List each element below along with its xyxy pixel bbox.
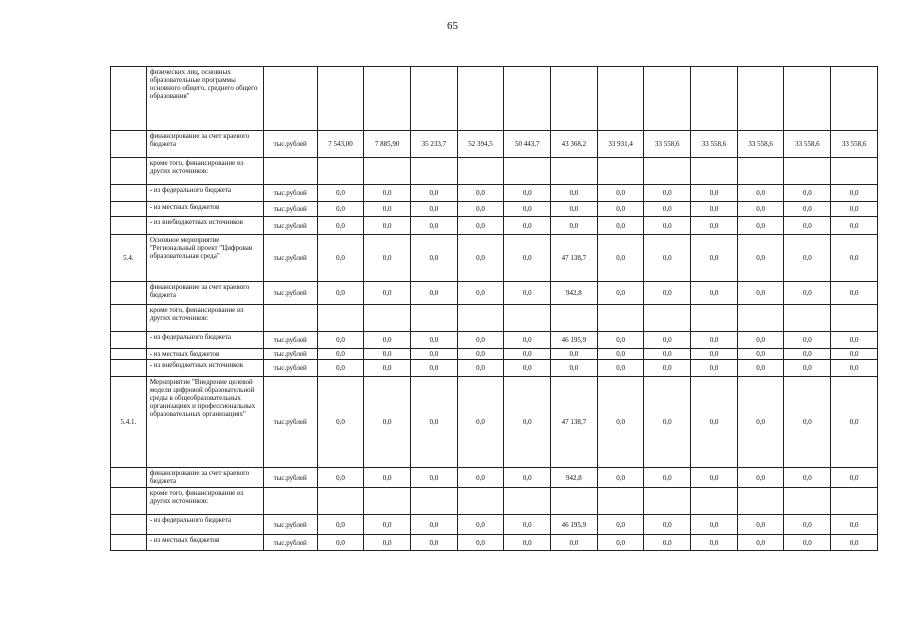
row-value-cell: 7 885,90 bbox=[364, 131, 411, 158]
row-value-cell: 0,0 bbox=[410, 282, 457, 305]
row-value-cell bbox=[784, 67, 831, 131]
row-value-cell bbox=[597, 67, 644, 131]
row-value-cell bbox=[737, 158, 784, 185]
row-value-cell: 0,0 bbox=[410, 235, 457, 282]
row-value-cell: 0,0 bbox=[831, 202, 878, 217]
row-value-cell bbox=[644, 305, 691, 332]
row-value-cell bbox=[737, 305, 784, 332]
table-row bbox=[111, 235, 878, 282]
row-number-cell bbox=[111, 332, 147, 349]
row-value-cell: 0,0 bbox=[317, 235, 364, 282]
row-unit-cell: тыс.рублей bbox=[263, 332, 317, 349]
row-value-cell: 0,0 bbox=[410, 360, 457, 377]
row-value-cell: 0,0 bbox=[457, 185, 504, 202]
row-value-cell: 0,0 bbox=[831, 349, 878, 360]
row-value-cell: 0,0 bbox=[691, 332, 738, 349]
row-value-cell: 0,0 bbox=[317, 282, 364, 305]
row-value-cell: 0,0 bbox=[644, 349, 691, 360]
row-value-cell: 0,0 bbox=[644, 535, 691, 551]
row-value-cell: 0,0 bbox=[784, 468, 831, 488]
row-value-cell: 0,0 bbox=[737, 360, 784, 377]
row-value-cell: 942,8 bbox=[551, 468, 598, 488]
row-value-cell bbox=[317, 158, 364, 185]
row-value-cell: 0,0 bbox=[504, 235, 551, 282]
row-value-cell: 0,0 bbox=[317, 515, 364, 535]
row-description-cell: кроме того, финансирование из других источников: bbox=[146, 305, 263, 332]
row-value-cell bbox=[364, 158, 411, 185]
row-value-cell: 0,0 bbox=[784, 282, 831, 305]
row-number-cell bbox=[111, 131, 147, 158]
row-value-cell bbox=[784, 305, 831, 332]
row-value-cell: 0,0 bbox=[410, 332, 457, 349]
table-row bbox=[111, 332, 878, 349]
row-value-cell: 0,0 bbox=[784, 217, 831, 235]
row-value-cell: 0,0 bbox=[784, 202, 831, 217]
row-value-cell: 50 443,7 bbox=[504, 131, 551, 158]
row-value-cell: 0,0 bbox=[364, 349, 411, 360]
table-row bbox=[111, 282, 878, 305]
row-value-cell: 0,0 bbox=[644, 235, 691, 282]
row-value-cell bbox=[551, 305, 598, 332]
row-value-cell: 0,0 bbox=[784, 377, 831, 468]
row-value-cell: 0,0 bbox=[597, 515, 644, 535]
row-description-cell: - из внебюджетных источников bbox=[146, 360, 263, 377]
row-value-cell: 46 195,9 bbox=[551, 332, 598, 349]
row-value-cell: 0,0 bbox=[551, 360, 598, 377]
table-row bbox=[111, 488, 878, 515]
row-value-cell: 0,0 bbox=[784, 360, 831, 377]
row-value-cell: 0,0 bbox=[457, 235, 504, 282]
row-unit-cell bbox=[263, 488, 317, 515]
row-value-cell bbox=[644, 158, 691, 185]
row-value-cell: 0,0 bbox=[737, 468, 784, 488]
row-value-cell bbox=[504, 488, 551, 515]
row-value-cell: 0,0 bbox=[551, 535, 598, 551]
row-description-cell: финансирование за счет краевого бюджета bbox=[146, 131, 263, 158]
row-unit-cell: тыс.рублей bbox=[263, 468, 317, 488]
table-row bbox=[111, 377, 878, 468]
table-body bbox=[111, 67, 878, 551]
row-value-cell: 0,0 bbox=[551, 202, 598, 217]
row-value-cell: 0,0 bbox=[784, 515, 831, 535]
row-value-cell: 0,0 bbox=[597, 235, 644, 282]
row-value-cell: 0,0 bbox=[410, 202, 457, 217]
row-description-cell: финансирование за счет краевого бюджета bbox=[146, 468, 263, 488]
row-number-cell bbox=[111, 282, 147, 305]
row-value-cell: 43 368,2 bbox=[551, 131, 598, 158]
row-value-cell: 0,0 bbox=[737, 185, 784, 202]
row-value-cell bbox=[457, 488, 504, 515]
row-value-cell: 0,0 bbox=[410, 377, 457, 468]
row-value-cell: 0,0 bbox=[504, 282, 551, 305]
row-value-cell bbox=[551, 158, 598, 185]
row-value-cell bbox=[831, 488, 878, 515]
row-value-cell: 0,0 bbox=[457, 217, 504, 235]
row-value-cell bbox=[317, 488, 364, 515]
row-value-cell: 0,0 bbox=[457, 377, 504, 468]
row-number-cell: 5.4.1. bbox=[111, 377, 147, 468]
row-value-cell: 0,0 bbox=[364, 217, 411, 235]
row-value-cell bbox=[691, 158, 738, 185]
row-value-cell: 0,0 bbox=[597, 332, 644, 349]
row-value-cell: 52 394,5 bbox=[457, 131, 504, 158]
row-value-cell: 0,0 bbox=[691, 360, 738, 377]
row-value-cell: 0,0 bbox=[504, 185, 551, 202]
row-number-cell bbox=[111, 468, 147, 488]
row-value-cell: 0,0 bbox=[317, 377, 364, 468]
row-unit-cell: тыс.рублей bbox=[263, 202, 317, 217]
row-value-cell bbox=[364, 488, 411, 515]
row-value-cell: 33 558,6 bbox=[691, 131, 738, 158]
row-unit-cell: тыс.рублей bbox=[263, 377, 317, 468]
row-value-cell: 0,0 bbox=[551, 185, 598, 202]
row-value-cell: 0,0 bbox=[737, 377, 784, 468]
row-value-cell: 35 233,7 bbox=[410, 131, 457, 158]
row-value-cell: 47 138,7 bbox=[551, 377, 598, 468]
row-value-cell: 0,0 bbox=[597, 217, 644, 235]
row-value-cell: 0,0 bbox=[410, 349, 457, 360]
row-value-cell: 0,0 bbox=[317, 332, 364, 349]
row-value-cell: 33 558,6 bbox=[831, 131, 878, 158]
row-value-cell: 0,0 bbox=[691, 185, 738, 202]
row-number-cell bbox=[111, 535, 147, 551]
row-description-cell: физических лиц, основных образовательные программы основного общего, среднего общего образования" bbox=[146, 67, 263, 131]
row-value-cell: 0,0 bbox=[691, 535, 738, 551]
row-value-cell bbox=[410, 67, 457, 131]
row-value-cell: 0,0 bbox=[410, 468, 457, 488]
row-value-cell: 0,0 bbox=[504, 468, 551, 488]
row-number-cell bbox=[111, 360, 147, 377]
row-value-cell: 7 543,00 bbox=[317, 131, 364, 158]
row-value-cell bbox=[364, 305, 411, 332]
table-row bbox=[111, 158, 878, 185]
row-value-cell: 0,0 bbox=[504, 360, 551, 377]
row-value-cell bbox=[410, 305, 457, 332]
row-value-cell: 0,0 bbox=[831, 468, 878, 488]
row-value-cell: 0,0 bbox=[364, 515, 411, 535]
row-number-cell: 5.4. bbox=[111, 235, 147, 282]
row-value-cell: 0,0 bbox=[364, 282, 411, 305]
row-value-cell: 0,0 bbox=[737, 217, 784, 235]
row-description-cell: - из внебюджетных источников bbox=[146, 217, 263, 235]
row-unit-cell: тыс.рублей bbox=[263, 235, 317, 282]
row-value-cell: 0,0 bbox=[317, 349, 364, 360]
row-value-cell: 0,0 bbox=[831, 282, 878, 305]
row-number-cell bbox=[111, 305, 147, 332]
row-value-cell: 0,0 bbox=[831, 217, 878, 235]
row-value-cell: 0,0 bbox=[410, 217, 457, 235]
row-unit-cell: тыс.рублей bbox=[263, 535, 317, 551]
row-value-cell: 0,0 bbox=[644, 202, 691, 217]
table-row bbox=[111, 305, 878, 332]
row-value-cell: 0,0 bbox=[784, 332, 831, 349]
row-value-cell: 33 931,4 bbox=[597, 131, 644, 158]
row-value-cell: 0,0 bbox=[737, 349, 784, 360]
row-number-cell bbox=[111, 67, 147, 131]
row-value-cell: 0,0 bbox=[831, 185, 878, 202]
row-value-cell: 0,0 bbox=[457, 332, 504, 349]
table-row bbox=[111, 202, 878, 217]
row-value-cell: 0,0 bbox=[364, 377, 411, 468]
row-unit-cell: тыс.рублей bbox=[263, 131, 317, 158]
row-value-cell: 0,0 bbox=[691, 468, 738, 488]
row-value-cell bbox=[504, 158, 551, 185]
row-value-cell bbox=[691, 305, 738, 332]
row-value-cell: 0,0 bbox=[504, 217, 551, 235]
row-value-cell: 0,0 bbox=[364, 360, 411, 377]
row-value-cell: 33 558,6 bbox=[737, 131, 784, 158]
row-value-cell: 0,0 bbox=[457, 202, 504, 217]
row-value-cell: 0,0 bbox=[691, 349, 738, 360]
row-value-cell bbox=[784, 488, 831, 515]
row-value-cell: 0,0 bbox=[691, 515, 738, 535]
row-value-cell: 0,0 bbox=[317, 535, 364, 551]
row-value-cell: 0,0 bbox=[364, 185, 411, 202]
row-value-cell: 0,0 bbox=[644, 377, 691, 468]
row-description-cell: - из местных бюджетов bbox=[146, 349, 263, 360]
table-row bbox=[111, 535, 878, 551]
row-value-cell: 0,0 bbox=[457, 535, 504, 551]
row-value-cell: 0,0 bbox=[597, 468, 644, 488]
row-value-cell: 0,0 bbox=[784, 185, 831, 202]
row-value-cell: 0,0 bbox=[410, 535, 457, 551]
row-value-cell: 0,0 bbox=[364, 202, 411, 217]
row-value-cell: 0,0 bbox=[644, 468, 691, 488]
row-value-cell: 0,0 bbox=[457, 515, 504, 535]
row-value-cell bbox=[597, 158, 644, 185]
table-row bbox=[111, 468, 878, 488]
row-value-cell: 0,0 bbox=[504, 349, 551, 360]
row-value-cell: 0,0 bbox=[831, 332, 878, 349]
row-value-cell: 46 195,9 bbox=[551, 515, 598, 535]
row-value-cell bbox=[691, 488, 738, 515]
row-value-cell: 0,0 bbox=[317, 185, 364, 202]
row-value-cell bbox=[504, 305, 551, 332]
row-value-cell: 0,0 bbox=[597, 360, 644, 377]
row-description-cell: Основное мероприятие "Региональный проект "Цифровая образовательная среда" bbox=[146, 235, 263, 282]
page-number: 65 bbox=[447, 20, 458, 32]
row-value-cell: 0,0 bbox=[691, 217, 738, 235]
row-number-cell bbox=[111, 158, 147, 185]
row-number-cell bbox=[111, 217, 147, 235]
row-description-cell: кроме того, финансирование из других источников: bbox=[146, 488, 263, 515]
row-number-cell bbox=[111, 488, 147, 515]
row-value-cell: 0,0 bbox=[597, 535, 644, 551]
row-value-cell: 0,0 bbox=[737, 535, 784, 551]
row-value-cell: 0,0 bbox=[317, 468, 364, 488]
row-value-cell: 0,0 bbox=[691, 202, 738, 217]
row-value-cell bbox=[831, 158, 878, 185]
row-value-cell: 0,0 bbox=[597, 282, 644, 305]
row-value-cell bbox=[784, 158, 831, 185]
row-value-cell: 942,8 bbox=[551, 282, 598, 305]
row-description-cell: финансирование за счет краевого бюджета bbox=[146, 282, 263, 305]
row-value-cell: 0,0 bbox=[317, 217, 364, 235]
row-value-cell: 33 558,6 bbox=[784, 131, 831, 158]
row-description-cell: - из федерального бюджета bbox=[146, 185, 263, 202]
row-value-cell bbox=[457, 67, 504, 131]
row-value-cell: 0,0 bbox=[784, 535, 831, 551]
row-value-cell: 0,0 bbox=[504, 332, 551, 349]
row-value-cell: 0,0 bbox=[597, 377, 644, 468]
row-value-cell: 0,0 bbox=[317, 202, 364, 217]
row-number-cell bbox=[111, 202, 147, 217]
row-number-cell bbox=[111, 515, 147, 535]
row-value-cell bbox=[597, 488, 644, 515]
row-value-cell: 0,0 bbox=[831, 535, 878, 551]
row-value-cell: 0,0 bbox=[597, 202, 644, 217]
row-value-cell: 0,0 bbox=[504, 377, 551, 468]
row-value-cell: 47 138,7 bbox=[551, 235, 598, 282]
row-unit-cell: тыс.рублей bbox=[263, 515, 317, 535]
row-value-cell bbox=[364, 67, 411, 131]
table-row bbox=[111, 217, 878, 235]
table-row bbox=[111, 360, 878, 377]
row-value-cell: 0,0 bbox=[644, 332, 691, 349]
row-value-cell: 0,0 bbox=[737, 235, 784, 282]
row-value-cell: 0,0 bbox=[410, 185, 457, 202]
row-value-cell: 0,0 bbox=[644, 515, 691, 535]
row-value-cell: 0,0 bbox=[737, 202, 784, 217]
row-value-cell bbox=[317, 67, 364, 131]
table-row bbox=[111, 131, 878, 158]
row-value-cell: 0,0 bbox=[504, 202, 551, 217]
row-value-cell bbox=[737, 488, 784, 515]
row-value-cell bbox=[410, 158, 457, 185]
row-value-cell: 0,0 bbox=[784, 235, 831, 282]
row-value-cell: 0,0 bbox=[737, 515, 784, 535]
row-unit-cell: тыс.рублей bbox=[263, 360, 317, 377]
row-value-cell: 0,0 bbox=[597, 349, 644, 360]
row-value-cell bbox=[644, 488, 691, 515]
row-value-cell: 0,0 bbox=[364, 332, 411, 349]
row-unit-cell: тыс.рублей bbox=[263, 282, 317, 305]
row-value-cell: 0,0 bbox=[644, 217, 691, 235]
row-unit-cell bbox=[263, 67, 317, 131]
row-number-cell bbox=[111, 349, 147, 360]
table-row bbox=[111, 515, 878, 535]
table-row bbox=[111, 349, 878, 360]
row-value-cell bbox=[504, 67, 551, 131]
row-value-cell: 0,0 bbox=[504, 535, 551, 551]
table-row bbox=[111, 67, 878, 131]
row-value-cell: 0,0 bbox=[831, 235, 878, 282]
row-value-cell: 0,0 bbox=[831, 515, 878, 535]
row-value-cell: 0,0 bbox=[644, 360, 691, 377]
row-value-cell bbox=[410, 488, 457, 515]
row-number-cell bbox=[111, 185, 147, 202]
row-value-cell: 0,0 bbox=[364, 468, 411, 488]
row-value-cell bbox=[831, 67, 878, 131]
row-description-cell: - из федерального бюджета bbox=[146, 332, 263, 349]
row-value-cell: 0,0 bbox=[410, 515, 457, 535]
row-value-cell: 0,0 bbox=[831, 377, 878, 468]
row-value-cell bbox=[737, 67, 784, 131]
row-value-cell: 0,0 bbox=[644, 282, 691, 305]
row-description-cell: кроме того, финансирование из других источников: bbox=[146, 158, 263, 185]
row-value-cell: 0,0 bbox=[784, 349, 831, 360]
row-value-cell: 0,0 bbox=[364, 535, 411, 551]
row-unit-cell: тыс.рублей bbox=[263, 217, 317, 235]
row-value-cell: 0,0 bbox=[364, 235, 411, 282]
row-value-cell: 0,0 bbox=[457, 468, 504, 488]
row-value-cell: 0,0 bbox=[737, 332, 784, 349]
row-value-cell bbox=[831, 305, 878, 332]
row-value-cell: 0,0 bbox=[644, 185, 691, 202]
row-description-cell: Мероприятие "Внедрение целевой модели цифровой образовательной среды в общеобразовательных организациях и профессиональных образовательных организациях" bbox=[146, 377, 263, 468]
row-value-cell: 0,0 bbox=[457, 360, 504, 377]
row-description-cell: - из местных бюджетов bbox=[146, 535, 263, 551]
row-unit-cell bbox=[263, 305, 317, 332]
row-value-cell: 0,0 bbox=[457, 282, 504, 305]
row-value-cell: 0,0 bbox=[691, 235, 738, 282]
row-value-cell bbox=[551, 67, 598, 131]
table-row bbox=[111, 185, 878, 202]
row-value-cell bbox=[457, 305, 504, 332]
row-value-cell bbox=[551, 488, 598, 515]
financing-table bbox=[110, 66, 878, 551]
row-value-cell bbox=[457, 158, 504, 185]
row-value-cell: 0,0 bbox=[597, 185, 644, 202]
row-unit-cell: тыс.рублей bbox=[263, 349, 317, 360]
row-value-cell: 33 558,6 bbox=[644, 131, 691, 158]
row-value-cell: 0,0 bbox=[551, 349, 598, 360]
row-unit-cell: тыс.рублей bbox=[263, 185, 317, 202]
row-value-cell bbox=[597, 305, 644, 332]
row-value-cell: 0,0 bbox=[551, 217, 598, 235]
row-description-cell: - из местных бюджетов bbox=[146, 202, 263, 217]
row-value-cell: 0,0 bbox=[317, 360, 364, 377]
row-value-cell: 0,0 bbox=[457, 349, 504, 360]
row-value-cell: 0,0 bbox=[691, 282, 738, 305]
row-value-cell: 0,0 bbox=[737, 282, 784, 305]
row-value-cell bbox=[317, 305, 364, 332]
row-value-cell bbox=[691, 67, 738, 131]
row-description-cell: - из федерального бюджета bbox=[146, 515, 263, 535]
row-value-cell: 0,0 bbox=[691, 377, 738, 468]
row-unit-cell bbox=[263, 158, 317, 185]
row-value-cell bbox=[644, 67, 691, 131]
row-value-cell: 0,0 bbox=[504, 515, 551, 535]
row-value-cell: 0,0 bbox=[831, 360, 878, 377]
